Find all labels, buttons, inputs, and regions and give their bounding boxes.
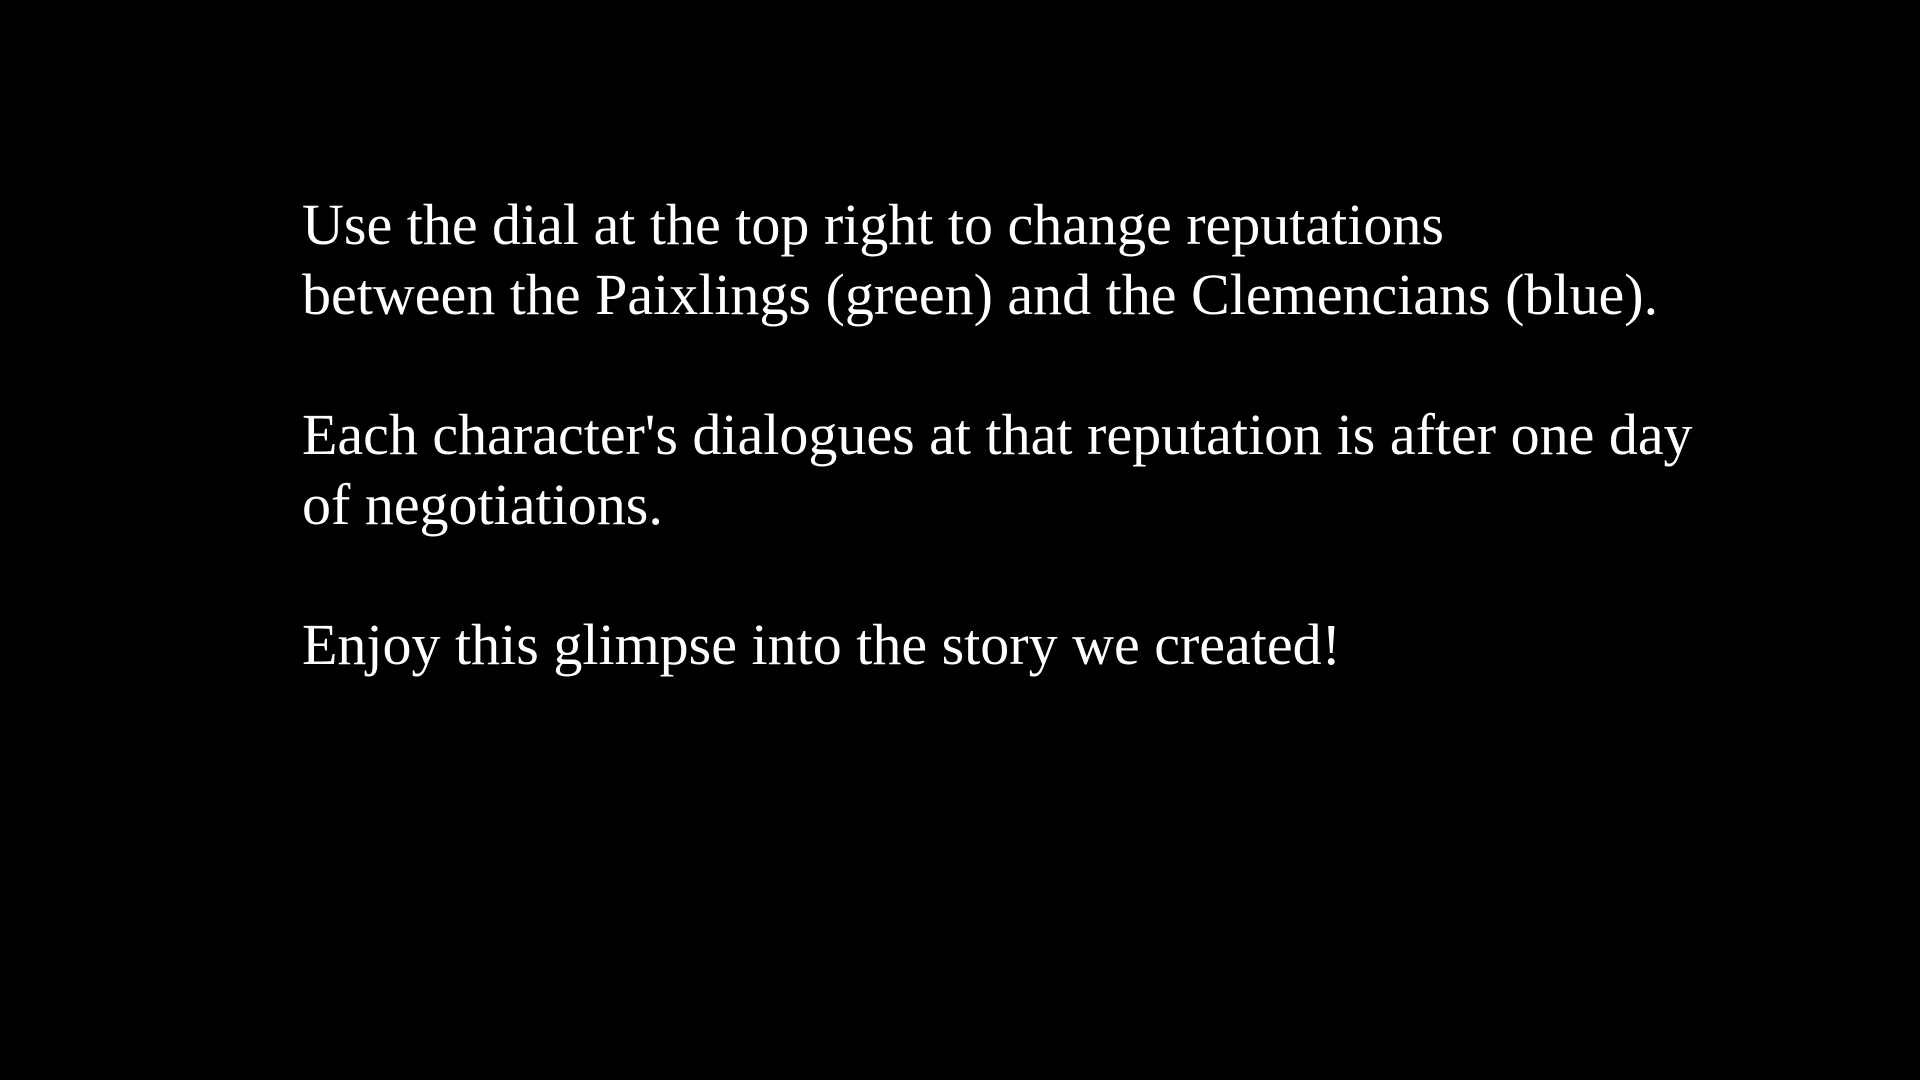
intro-line: Enjoy this glimpse into the story we created! <box>302 612 1341 677</box>
intro-line: of negotiations. <box>302 472 663 537</box>
intro-paragraph-dialogue-timing <box>302 400 1862 540</box>
intro-line: Each character's dialogues at that reputation is after one day <box>302 402 1693 467</box>
intro-paragraph-dial-instructions <box>302 190 1862 330</box>
intro-line: between the Paixlings (green) and the Clemencians (blue). <box>302 262 1659 327</box>
intro-line: Use the dial at the top right to change reputations <box>302 192 1444 257</box>
intro-paragraph-enjoy <box>302 610 1862 680</box>
intro-text-block <box>302 190 1862 750</box>
